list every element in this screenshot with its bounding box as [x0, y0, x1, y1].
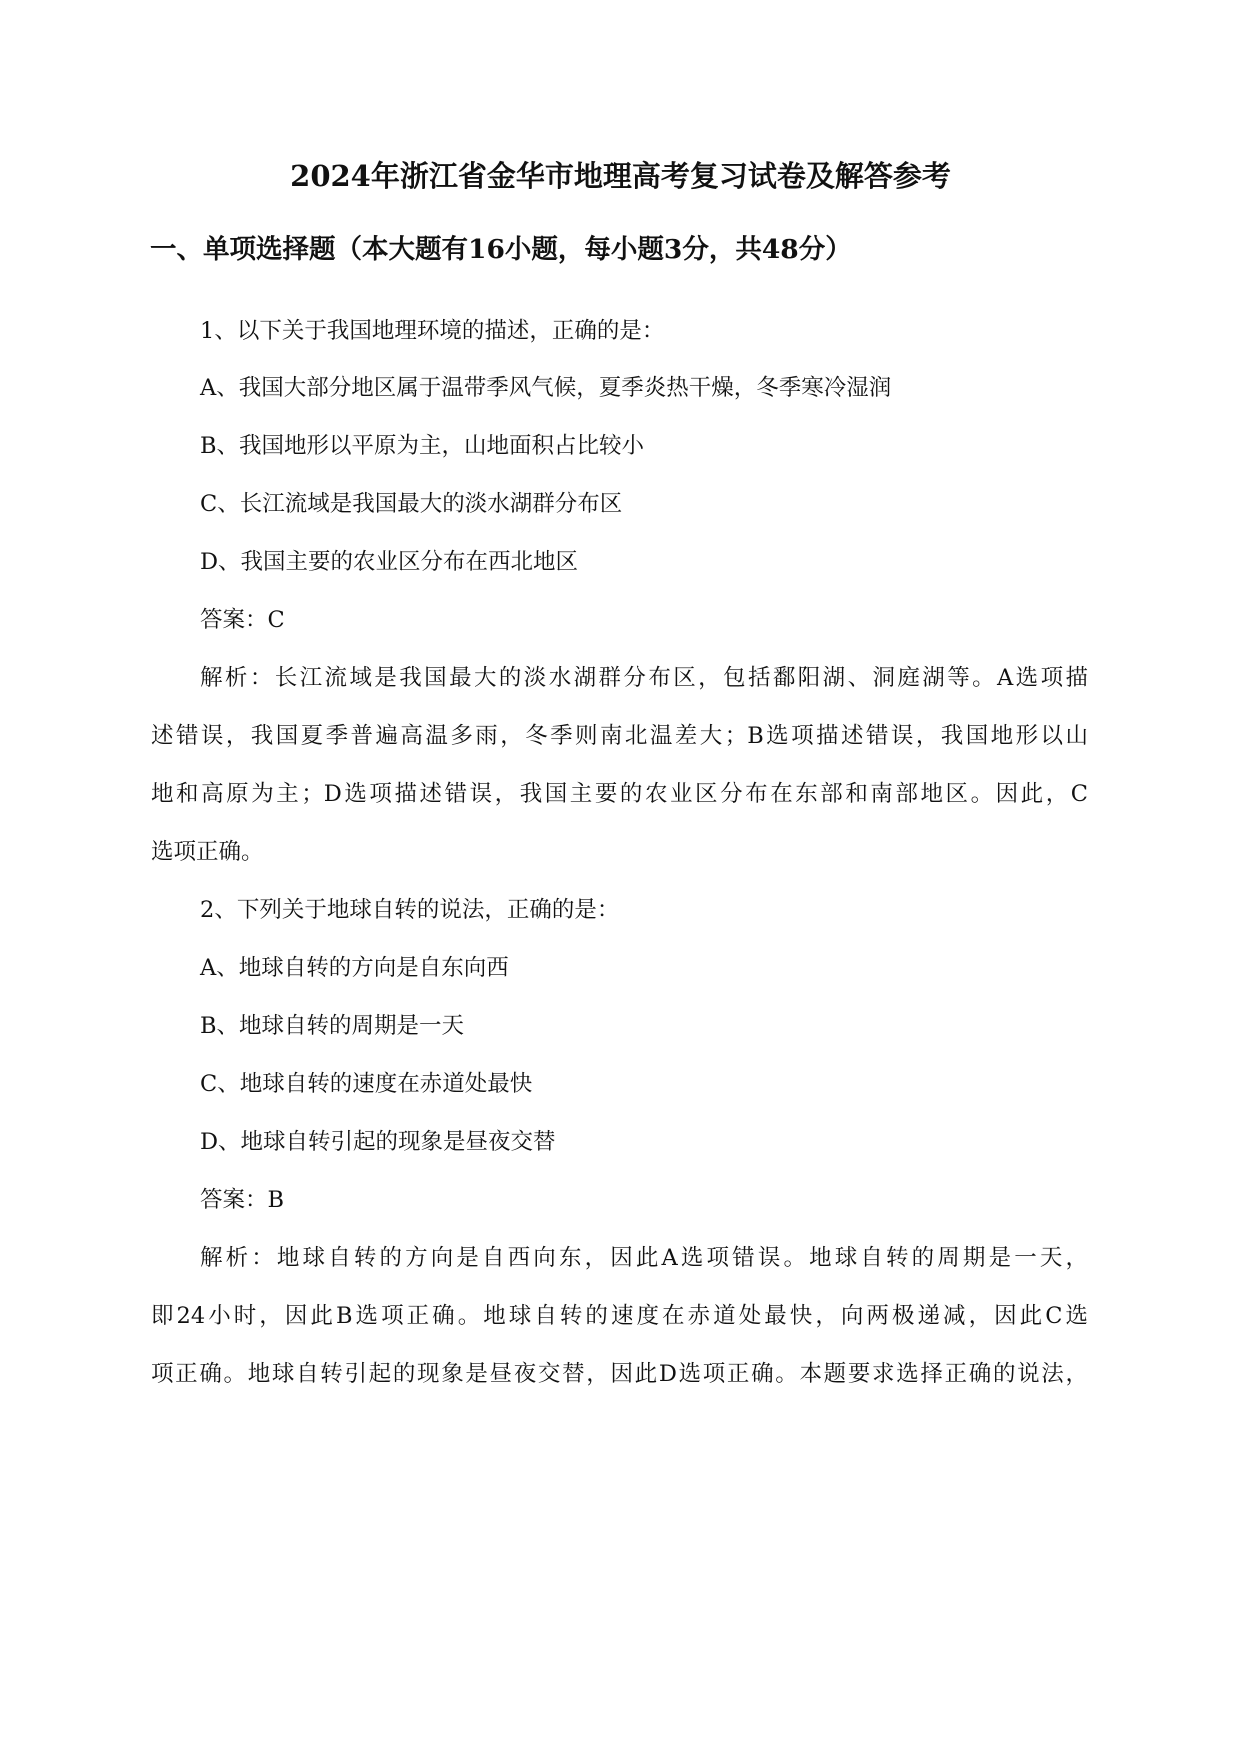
question-1-analysis-line-1: 解析：长江流域是我国最大的淡水湖群分布区，包括鄱阳湖、洞庭湖等。A选项描: [200, 665, 1088, 691]
question-2-analysis-line-1: 解析：地球自转的方向是自西向东，因此A选项错误。地球自转的周期是一天，: [200, 1245, 1088, 1271]
question-2-analysis-line-2: 即24小时，因此B选项正确。地球自转的速度在赤道处最快，向两极递减，因此C选: [151, 1303, 1088, 1329]
question-2-option-c: C、地球自转的速度在赤道处最快: [200, 1071, 533, 1097]
question-1-option-b: B、我国地形以平原为主，山地面积占比较小: [200, 433, 645, 459]
question-2-analysis-line-3: 项正确。地球自转引起的现象是昼夜交替，因此D选项正确。本题要求选择正确的说法，: [151, 1361, 1088, 1387]
question-1-option-c: C、长江流域是我国最大的淡水湖群分布区: [200, 491, 623, 517]
question-2-answer: 答案：B: [200, 1187, 285, 1213]
question-1-analysis-line-2: 述错误，我国夏季普遍高温多雨，冬季则南北温差大；B选项描述错误，我国地形以山: [151, 723, 1088, 749]
question-2-stem: 2、下列关于地球自转的说法，正确的是：: [200, 897, 620, 923]
question-1-stem: 1、以下关于我国地理环境的描述，正确的是：: [200, 318, 665, 344]
question-1-option-d: D、我国主要的农业区分布在西北地区: [200, 549, 579, 575]
question-1-analysis-line-4: 选项正确。: [151, 839, 264, 865]
document-title: 2024年浙江省金华市地理高考复习试卷及解答参考: [290, 159, 951, 193]
question-1-option-a: A、我国大部分地区属于温带季风气候，夏季炎热干燥，冬季寒冷湿润: [200, 375, 892, 401]
question-2-option-b: B、地球自转的周期是一天: [200, 1013, 465, 1039]
question-2-option-d: D、地球自转引起的现象是昼夜交替: [200, 1129, 556, 1155]
question-2-option-a: A、地球自转的方向是自东向西: [200, 955, 509, 981]
section-heading: 一、单项选择题（本大题有16小题，每小题3分，共48分）: [150, 234, 852, 265]
question-1-analysis-line-3: 地和高原为主；D选项描述错误，我国主要的农业区分布在东部和南部地区。因此，C: [151, 781, 1088, 807]
question-1-answer: 答案：C: [200, 607, 285, 633]
